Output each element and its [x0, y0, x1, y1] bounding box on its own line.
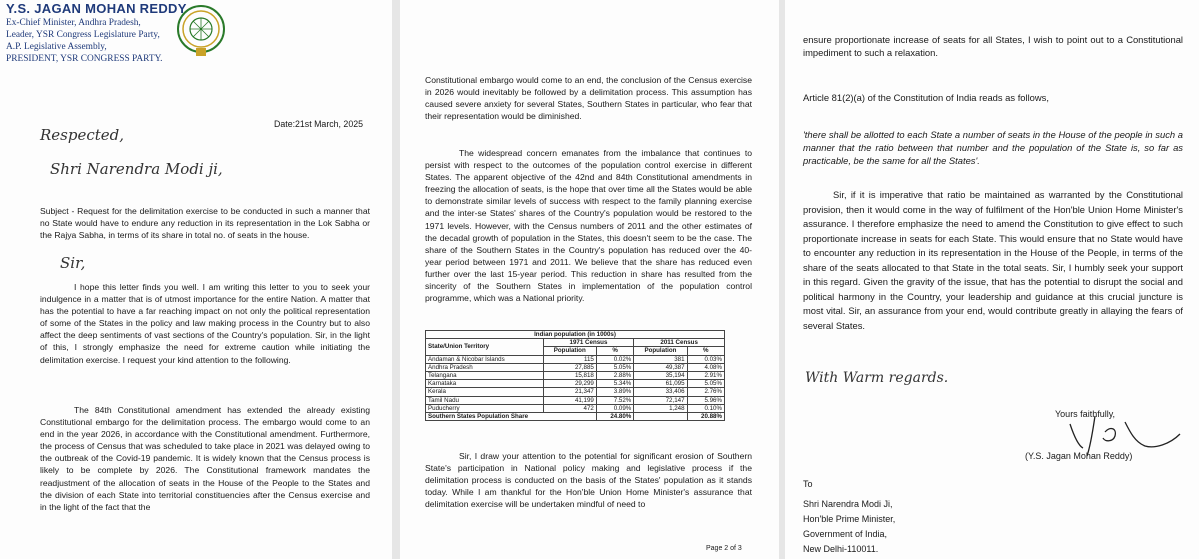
- cell-value: 5.34%: [596, 380, 633, 388]
- letterhead-line: PRESIDENT, YSR CONGRESS PARTY.: [6, 54, 163, 64]
- body-paragraph: Sir, if it is imperative that ratio be maintained as warranted by the Constitutional provision, then it would come in the way of fulfilment of the Hon'ble Union Home Minister's assurance. I therefore emphasize the need to amend the Constitution to give effect to such proportionate increase in seats for each State. This would ensure that no State would have to encounter any reduction in its representation in the House of the People, in terms of the share of the seats allocated to that State in the total seats. Sir, I humbly seek your support in this regard. Given the gravity of the issue, that has the potential to disrupt the social and political harmony in the Country, your leadership and guidance at this crucial juncture is most vital. Sir, an assurance from your end, would contribute greatly in allaying the fears of several States.: [803, 189, 1183, 331]
- page-number: Page 2 of 3: [706, 545, 742, 552]
- cell-value: 381: [634, 355, 687, 363]
- cell-state: Andaman & Nicobar Islands: [426, 355, 544, 363]
- cell-state: Karnataka: [426, 380, 544, 388]
- cell-value: 3.89%: [596, 388, 633, 396]
- cell-total: 24.80%: [596, 413, 633, 421]
- body-paragraph: ensure proportionate increase of seats for all States, I wish to point out to a Constitutional impediment to such a relaxation.: [803, 34, 1183, 58]
- letter-page-3: [785, 0, 1199, 559]
- letterhead-line: Ex-Chief Minister, Andhra Pradesh,: [6, 18, 141, 28]
- cell-value: 5.05%: [687, 380, 724, 388]
- population-table: [425, 330, 725, 421]
- table-row: [426, 388, 725, 396]
- cell-state: Telangana: [426, 372, 544, 380]
- handwritten-regards: With Warm regards.: [805, 370, 949, 386]
- column-header: 2011 Census: [634, 339, 725, 347]
- cell-value: 7.52%: [596, 396, 633, 404]
- cell-value: 472: [543, 404, 596, 412]
- body-paragraph: The widespread concern emanates from the imbalance that continues to persist with respect to the outcomes of the population control exercise in different States. The apparent objective of the 42nd and 84th Constitutional amendments in freezing the allocation of seats, is the hope that over time all the States would be able to demonstrate similar levels of success with respect to the family planning exercise and the inter-se States' shares of the Country's population would be restored to the 1971 levels. However, with the Census numbers of 2011 and the other estimates of the decadal growth of population in the States, this doesn't seem to be the case. The share of the Southern States in the Country's population has reduced over the 40-year period between 1971 and 2011. We believe that the share has reduced even further over the last 15-year period. This reduction in share has resulted from the sincerity of the Southern States in implementation of the population control programme, which was a National priority.: [425, 148, 752, 304]
- column-subheader: %: [596, 347, 633, 355]
- cell-value: 5.96%: [687, 396, 724, 404]
- cell-value: 21,347: [543, 388, 596, 396]
- cell-value: 72,147: [634, 396, 687, 404]
- address-line: Government of India,: [803, 529, 888, 539]
- column-subheader: Population: [543, 347, 596, 355]
- to-label: To: [803, 479, 813, 489]
- column-subheader: Population: [634, 347, 687, 355]
- cell-value: 0.03%: [687, 355, 724, 363]
- address-line: Shri Narendra Modi Ji,: [803, 499, 893, 509]
- table-row: [426, 363, 725, 371]
- cell-value: 0.09%: [596, 404, 633, 412]
- table-row: [426, 396, 725, 404]
- cell-value: 0.10%: [687, 404, 724, 412]
- letter-date: Date:21st March, 2025: [274, 119, 363, 129]
- cell-value: 5.05%: [596, 363, 633, 371]
- address-line: New Delhi-110011.: [803, 544, 879, 554]
- column-subheader: %: [687, 347, 724, 355]
- column-header: State/Union Territory: [426, 339, 544, 355]
- cell-value: 2.76%: [687, 388, 724, 396]
- cell-value: 27,885: [543, 363, 596, 371]
- letterhead-name: Y.S. JAGAN MOHAN REDDY: [6, 1, 187, 16]
- cell-value: 15,818: [543, 372, 596, 380]
- signatory-name: (Y.S. Jagan Mohan Reddy): [1025, 451, 1133, 461]
- closing: Yours faithfully,: [1055, 409, 1116, 419]
- recipient-address: [803, 497, 895, 557]
- cell-state: Kerala: [426, 388, 544, 396]
- cell-value: 35,194: [634, 372, 687, 380]
- table-total-row: [426, 413, 725, 421]
- cell-total-label: Southern States Population Share: [426, 413, 597, 421]
- cell-value: 61,095: [634, 380, 687, 388]
- cell-value: 115: [543, 355, 596, 363]
- cell-value: 0.02%: [596, 355, 633, 363]
- cell-value: 29,299: [543, 380, 596, 388]
- handwritten-salutation: Respected,: [40, 126, 125, 144]
- letterhead-line: A.P. Legislative Assembly,: [6, 42, 107, 52]
- column-header: 1971 Census: [543, 339, 634, 347]
- cell-value: 33,406: [634, 388, 687, 396]
- letter-page-1: [0, 0, 392, 559]
- cell-value: 1,248: [634, 404, 687, 412]
- cell-state: Puducherry: [426, 404, 544, 412]
- cell-value: 49,387: [634, 363, 687, 371]
- handwritten-sir: Sir,: [60, 254, 86, 272]
- cell-value: 2.88%: [596, 372, 633, 380]
- letterhead-line: Leader, YSR Congress Legislature Party,: [6, 30, 160, 40]
- cell-total: 20.88%: [687, 413, 724, 421]
- table-row: [426, 404, 725, 412]
- body-paragraph: Constitutional embargo would come to an end, the conclusion of the Census exercise in 2026 would inevitably be followed by a delimitation process. This assumption has caused severe anxiety for several States, Southern States in particular, who fear that their representation would be diminished.: [425, 75, 752, 122]
- table-row: [426, 380, 725, 388]
- cell-state: Tamil Nadu: [426, 396, 544, 404]
- article-quote: 'there shall be allotted to each State a number of seats in the House of the people in such a manner that the ratio between that number and the population of the State is, so far as practicable, be the same for all the States'.: [803, 129, 1183, 166]
- address-line: Hon'ble Prime Minister,: [803, 514, 896, 524]
- cell-value: 4.08%: [687, 363, 724, 371]
- body-paragraph: Sir, I draw your attention to the potential for significant erosion of Southern State's participation in National policy making and legislative process if the delimitation process is conducted on the basis of the States' population as it stands today. While I am thankful for the Hon'ble Union Home Minister's assurance that delimitation exercise will be undertaken mindful of need to: [425, 451, 752, 510]
- table-caption: Indian population (in 1000s): [426, 331, 725, 339]
- cell-value: 2.91%: [687, 372, 724, 380]
- page-gap: [392, 0, 400, 559]
- body-paragraph: Article 81(2)(a) of the Constitution of India reads as follows,: [803, 92, 1049, 103]
- cell-value: 41,199: [543, 396, 596, 404]
- letter-subject: Subject - Request for the delimitation exercise to be conducted in such a manner that no State would have to endure any reduction in its representation in the Lok Sabha or the Rajya Sabha, in terms of its share in total no. of seats in the house.: [40, 206, 370, 241]
- body-paragraph: The 84th Constitutional amendment has extended the already existing Constitutional embargo for the delimitation process. The embargo would come to an end in the year 2026, in accordance with the Constitutional amendment. Furthermore, the process of Census that was scheduled to take place in 2021 was delayed owing to the outbreak of the Covid-19 pandemic. It is widely known that the Census process is likely to be complete by 2026. The Constitutional framework mandates the readjustment of the allocation of seats in the House of the People to the States and the division of each State into territorial constituencies after the Census exercise and in the light of the fact that the: [40, 405, 370, 512]
- table-row: [426, 355, 725, 363]
- letter-page-2: [400, 0, 779, 559]
- state-emblem-icon: [176, 2, 226, 60]
- body-paragraph: I hope this letter finds you well. I am writing this letter to you to seek your indulgence in a matter that is of utmost importance for the entire Nation. A matter that has the potential to have a far reaching impact on not only the political representation of some of the States in the policy and law making process in the Country but to also affect the deep sentiments of vast sections of the Country's population. Sir, in the light of this, I strongly emphasize the need for extreme caution while initiating the delimitation exercise. I request your kind attention to the following.: [40, 282, 370, 365]
- table-row: [426, 372, 725, 380]
- handwritten-addressee: Shri Narendra Modi ji,: [50, 160, 223, 178]
- cell-state: Andhra Pradesh: [426, 363, 544, 371]
